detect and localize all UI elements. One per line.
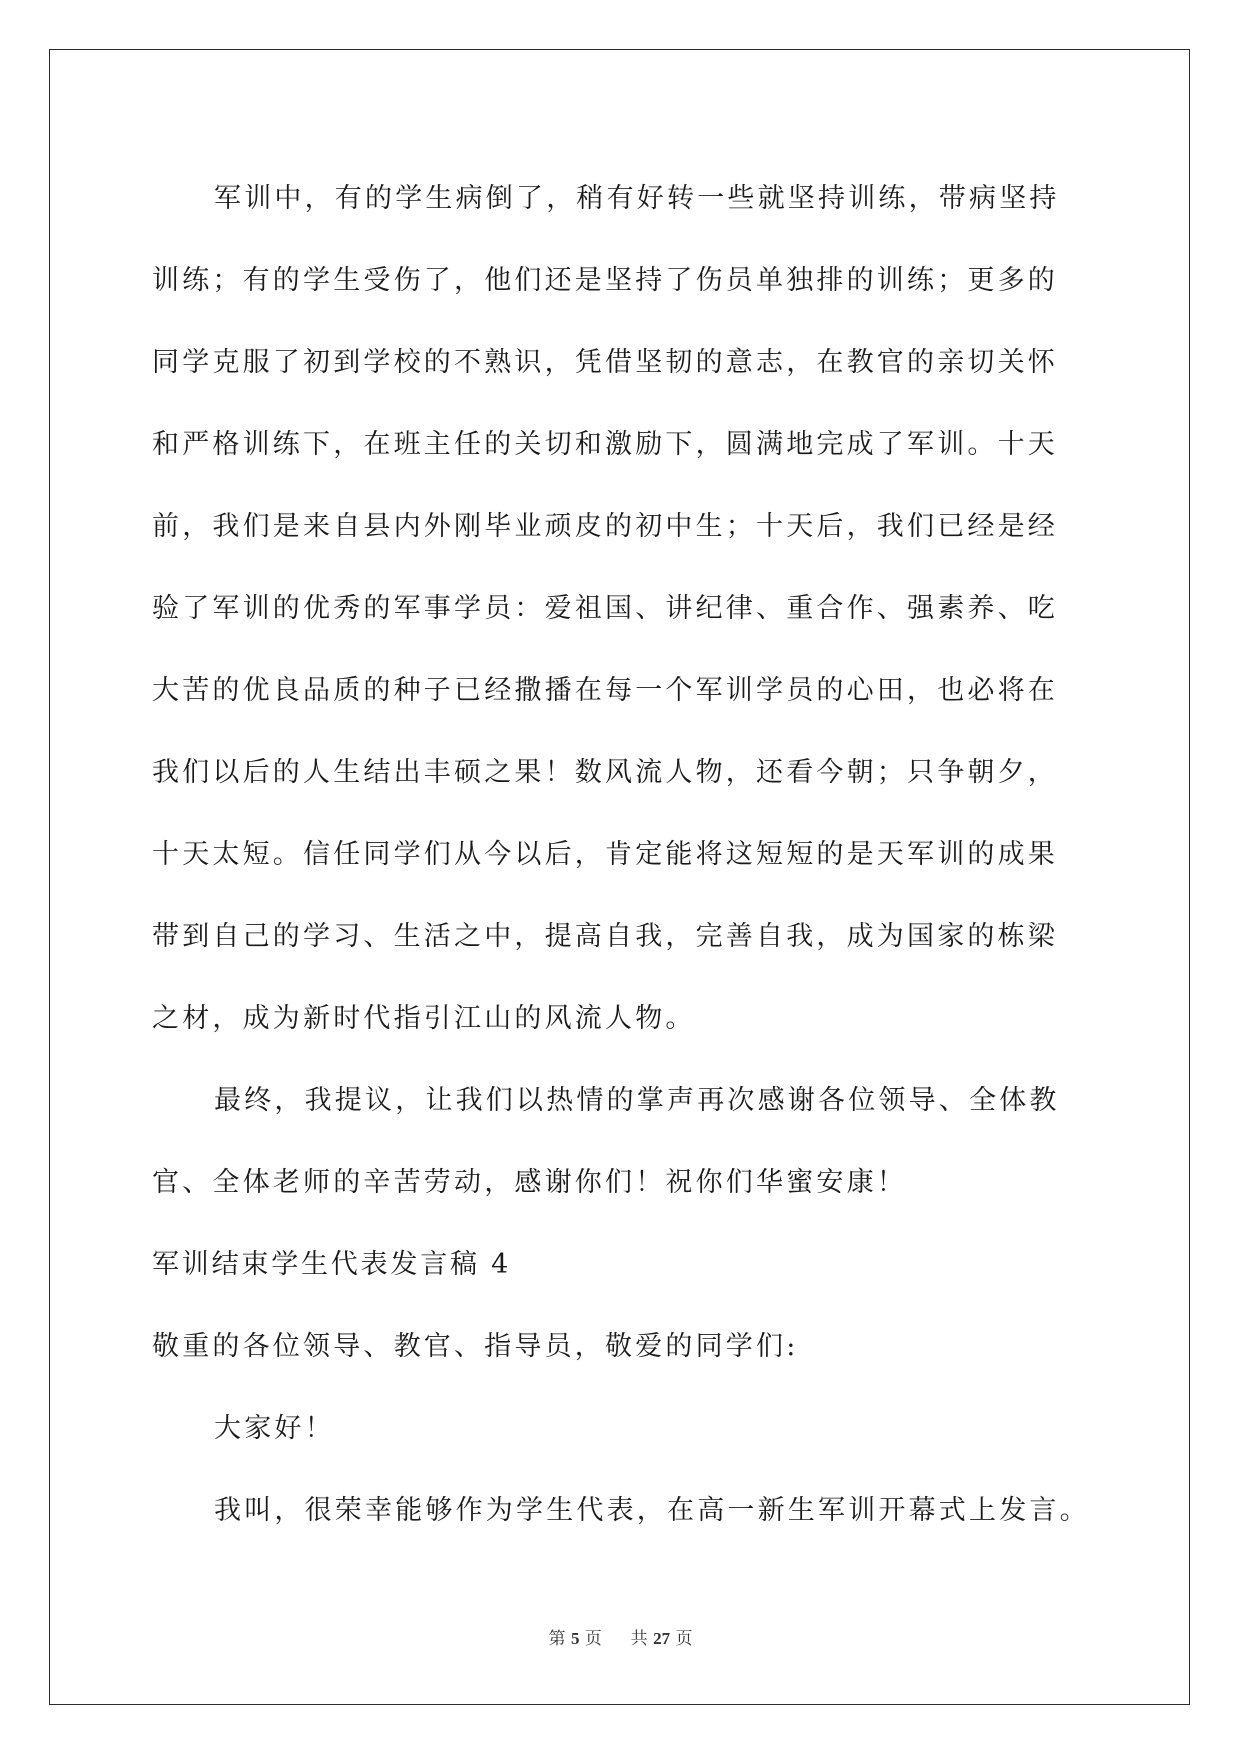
- salutation-line: 敬重的各位领导、教官、指导员，敬爱的同学们:: [152, 1331, 799, 1362]
- footer-prefix: 第: [548, 1629, 566, 1649]
- document-body: [152, 158, 1092, 1552]
- body-line: 最终，我提议，让我们以热情的掌声再次感谢各位领导、全体教: [214, 1085, 1060, 1116]
- body-line: 我们以后的人生结出丰硕之果！数风流人物，还看今朝；只争朝夕，: [152, 757, 1058, 788]
- section-heading: 军训结束学生代表发言稿 4: [152, 1249, 512, 1280]
- footer-page-unit: 页: [584, 1629, 602, 1649]
- greeting-line: 大家好！: [214, 1413, 335, 1444]
- body-line: 军训中，有的学生病倒了，稍有好转一些就坚持训练，带病坚持: [214, 183, 1060, 214]
- body-line: 之材，成为新时代指引江山的风流人物。: [152, 1003, 696, 1034]
- body-line: 和严格训练下，在班主任的关切和激励下，圆满地完成了军训。十天: [152, 429, 1058, 460]
- footer-page-number: 5: [570, 1629, 580, 1648]
- footer-total-pages: 27: [653, 1629, 671, 1648]
- page-footer: [0, 1624, 1241, 1649]
- body-line: 官、全体老师的辛苦劳动，感谢你们！祝你们华蜜安康！: [152, 1167, 907, 1198]
- body-line: 十天太短。信任同学们从今以后，肯定能将这短短的是天军训的成果: [152, 839, 1058, 870]
- footer-total-prefix: 共: [630, 1629, 648, 1649]
- body-line: 验了军训的优秀的军事学员：爱祖国、讲纪律、重合作、强素养、吃: [152, 593, 1058, 624]
- body-line: 带到自己的学习、生活之中，提高自我，完善自我，成为国家的栋梁: [152, 921, 1058, 952]
- body-line: 训练；有的学生受伤了，他们还是坚持了伤员单独排的训练；更多的: [152, 265, 1058, 296]
- body-line: 大苦的优良品质的种子已经撒播在每一个军训学员的心田，也必将在: [152, 675, 1058, 706]
- body-line: 前，我们是来自县内外刚毕业顽皮的初中生；十天后，我们已经是经: [152, 511, 1058, 542]
- footer-total-unit: 页: [675, 1629, 693, 1649]
- body-line: 同学克服了初到学校的不熟识，凭借坚韧的意志，在教官的亲切关怀: [152, 347, 1058, 378]
- body-line: 我叫，很荣幸能够作为学生代表，在高一新生军训开幕式上发言。: [214, 1495, 1090, 1526]
